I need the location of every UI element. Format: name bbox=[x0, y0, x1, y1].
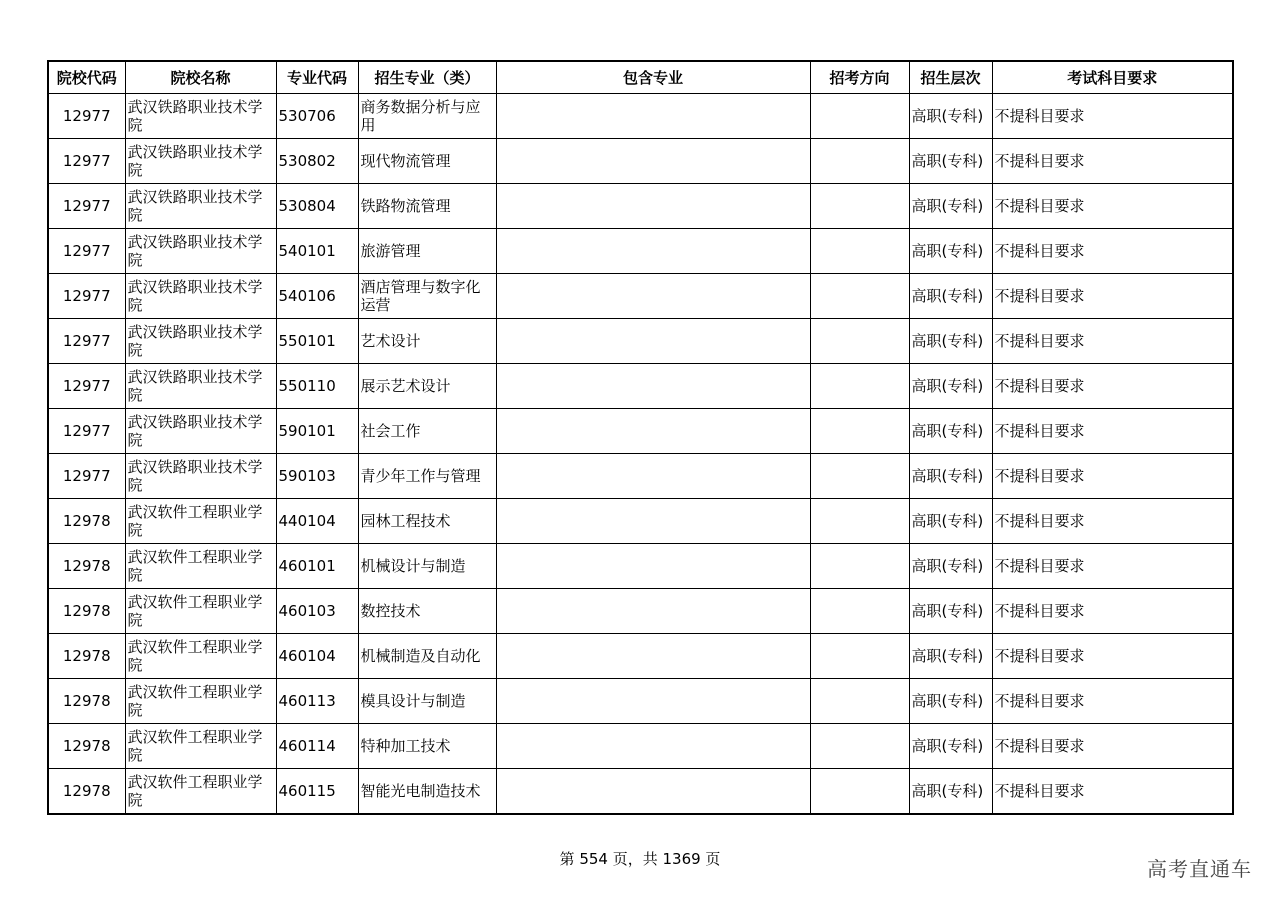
cell-included-majors bbox=[496, 319, 810, 364]
cell-school-code: 12978 bbox=[48, 679, 125, 724]
cell-requirement: 不提科目要求 bbox=[992, 229, 1233, 274]
cell-included-majors bbox=[496, 94, 810, 139]
cell-level: 高职(专科) bbox=[909, 544, 992, 589]
cell-school-name: 武汉铁路职业技术学院 bbox=[125, 454, 276, 499]
cell-school-code: 12977 bbox=[48, 139, 125, 184]
cell-included-majors bbox=[496, 364, 810, 409]
header-included-majors: 包含专业 bbox=[496, 61, 810, 94]
cell-school-code: 12977 bbox=[48, 409, 125, 454]
cell-direction bbox=[810, 94, 909, 139]
cell-major: 旅游管理 bbox=[358, 229, 496, 274]
header-school-code: 院校代码 bbox=[48, 61, 125, 94]
table-body bbox=[48, 94, 1233, 815]
cell-school-name: 武汉铁路职业技术学院 bbox=[125, 409, 276, 454]
cell-school-code: 12977 bbox=[48, 229, 125, 274]
cell-requirement: 不提科目要求 bbox=[992, 274, 1233, 319]
cell-school-code: 12977 bbox=[48, 364, 125, 409]
cell-direction bbox=[810, 454, 909, 499]
cell-school-name: 武汉软件工程职业学院 bbox=[125, 544, 276, 589]
cell-school-code: 12977 bbox=[48, 184, 125, 229]
table-row bbox=[48, 364, 1233, 409]
cell-major: 特种加工技术 bbox=[358, 724, 496, 769]
cell-major-code: 540101 bbox=[276, 229, 358, 274]
cell-school-name: 武汉软件工程职业学院 bbox=[125, 499, 276, 544]
cell-major-code: 590103 bbox=[276, 454, 358, 499]
table-row bbox=[48, 544, 1233, 589]
cell-direction bbox=[810, 589, 909, 634]
cell-school-code: 12977 bbox=[48, 454, 125, 499]
cell-included-majors bbox=[496, 724, 810, 769]
cell-level: 高职(专科) bbox=[909, 589, 992, 634]
cell-school-name: 武汉铁路职业技术学院 bbox=[125, 229, 276, 274]
table-row bbox=[48, 94, 1233, 139]
cell-major: 铁路物流管理 bbox=[358, 184, 496, 229]
table-row bbox=[48, 409, 1233, 454]
table-row bbox=[48, 679, 1233, 724]
cell-school-code: 12978 bbox=[48, 499, 125, 544]
cell-major: 展示艺术设计 bbox=[358, 364, 496, 409]
table-row bbox=[48, 499, 1233, 544]
cell-included-majors bbox=[496, 454, 810, 499]
header-school-name: 院校名称 bbox=[125, 61, 276, 94]
table-row bbox=[48, 769, 1233, 815]
cell-level: 高职(专科) bbox=[909, 724, 992, 769]
cell-level: 高职(专科) bbox=[909, 94, 992, 139]
cell-requirement: 不提科目要求 bbox=[992, 184, 1233, 229]
table-row bbox=[48, 589, 1233, 634]
cell-major-code: 460103 bbox=[276, 589, 358, 634]
cell-school-code: 12978 bbox=[48, 769, 125, 815]
cell-school-code: 12978 bbox=[48, 544, 125, 589]
table-row bbox=[48, 319, 1233, 364]
cell-requirement: 不提科目要求 bbox=[992, 364, 1233, 409]
cell-included-majors bbox=[496, 184, 810, 229]
cell-major-code: 550110 bbox=[276, 364, 358, 409]
cell-school-name: 武汉铁路职业技术学院 bbox=[125, 364, 276, 409]
cell-requirement: 不提科目要求 bbox=[992, 634, 1233, 679]
cell-major: 机械设计与制造 bbox=[358, 544, 496, 589]
cell-direction bbox=[810, 544, 909, 589]
cell-level: 高职(专科) bbox=[909, 364, 992, 409]
table-row bbox=[48, 724, 1233, 769]
table-row bbox=[48, 634, 1233, 679]
cell-direction bbox=[810, 409, 909, 454]
cell-requirement: 不提科目要求 bbox=[992, 544, 1233, 589]
header-level: 招生层次 bbox=[909, 61, 992, 94]
cell-major-code: 460114 bbox=[276, 724, 358, 769]
cell-level: 高职(专科) bbox=[909, 139, 992, 184]
cell-level: 高职(专科) bbox=[909, 274, 992, 319]
watermark: 高考直通车 bbox=[1147, 857, 1252, 881]
header-major-code: 专业代码 bbox=[276, 61, 358, 94]
cell-major: 现代物流管理 bbox=[358, 139, 496, 184]
cell-school-code: 12977 bbox=[48, 319, 125, 364]
cell-school-name: 武汉铁路职业技术学院 bbox=[125, 319, 276, 364]
cell-level: 高职(专科) bbox=[909, 319, 992, 364]
cell-school-code: 12977 bbox=[48, 94, 125, 139]
cell-major: 青少年工作与管理 bbox=[358, 454, 496, 499]
cell-major-code: 530802 bbox=[276, 139, 358, 184]
cell-major-code: 440104 bbox=[276, 499, 358, 544]
cell-school-code: 12978 bbox=[48, 634, 125, 679]
header-major: 招生专业（类） bbox=[358, 61, 496, 94]
cell-major: 酒店管理与数字化运营 bbox=[358, 274, 496, 319]
table-row bbox=[48, 184, 1233, 229]
cell-direction bbox=[810, 724, 909, 769]
cell-requirement: 不提科目要求 bbox=[992, 589, 1233, 634]
table-row bbox=[48, 229, 1233, 274]
cell-major: 机械制造及自动化 bbox=[358, 634, 496, 679]
table-row bbox=[48, 454, 1233, 499]
cell-requirement: 不提科目要求 bbox=[992, 679, 1233, 724]
cell-included-majors bbox=[496, 589, 810, 634]
table-row bbox=[48, 274, 1233, 319]
cell-school-code: 12978 bbox=[48, 589, 125, 634]
cell-requirement: 不提科目要求 bbox=[992, 724, 1233, 769]
cell-major: 商务数据分析与应用 bbox=[358, 94, 496, 139]
cell-included-majors bbox=[496, 229, 810, 274]
cell-included-majors bbox=[496, 769, 810, 815]
cell-requirement: 不提科目要求 bbox=[992, 139, 1233, 184]
table-row bbox=[48, 139, 1233, 184]
cell-direction bbox=[810, 499, 909, 544]
cell-major-code: 460115 bbox=[276, 769, 358, 815]
cell-included-majors bbox=[496, 139, 810, 184]
cell-school-name: 武汉软件工程职业学院 bbox=[125, 769, 276, 815]
cell-included-majors bbox=[496, 499, 810, 544]
cell-school-code: 12977 bbox=[48, 274, 125, 319]
cell-school-name: 武汉软件工程职业学院 bbox=[125, 589, 276, 634]
cell-level: 高职(专科) bbox=[909, 454, 992, 499]
cell-major-code: 530706 bbox=[276, 94, 358, 139]
cell-direction bbox=[810, 274, 909, 319]
cell-included-majors bbox=[496, 679, 810, 724]
cell-major-code: 460101 bbox=[276, 544, 358, 589]
cell-major-code: 460104 bbox=[276, 634, 358, 679]
page-number: 第 554 页，共 1369 页 bbox=[559, 850, 721, 868]
cell-included-majors bbox=[496, 409, 810, 454]
cell-school-name: 武汉铁路职业技术学院 bbox=[125, 94, 276, 139]
cell-included-majors bbox=[496, 274, 810, 319]
cell-major: 模具设计与制造 bbox=[358, 679, 496, 724]
cell-school-name: 武汉铁路职业技术学院 bbox=[125, 184, 276, 229]
cell-level: 高职(专科) bbox=[909, 229, 992, 274]
cell-direction bbox=[810, 319, 909, 364]
cell-level: 高职(专科) bbox=[909, 634, 992, 679]
cell-major: 数控技术 bbox=[358, 589, 496, 634]
cell-school-name: 武汉铁路职业技术学院 bbox=[125, 274, 276, 319]
cell-major-code: 550101 bbox=[276, 319, 358, 364]
cell-direction bbox=[810, 769, 909, 815]
cell-level: 高职(专科) bbox=[909, 769, 992, 815]
cell-requirement: 不提科目要求 bbox=[992, 94, 1233, 139]
cell-major-code: 590101 bbox=[276, 409, 358, 454]
header-requirement: 考试科目要求 bbox=[992, 61, 1233, 94]
cell-requirement: 不提科目要求 bbox=[992, 454, 1233, 499]
cell-school-name: 武汉软件工程职业学院 bbox=[125, 724, 276, 769]
cell-major: 社会工作 bbox=[358, 409, 496, 454]
header-direction: 招考方向 bbox=[810, 61, 909, 94]
cell-major-code: 530804 bbox=[276, 184, 358, 229]
cell-level: 高职(专科) bbox=[909, 184, 992, 229]
cell-school-code: 12978 bbox=[48, 724, 125, 769]
cell-school-name: 武汉软件工程职业学院 bbox=[125, 634, 276, 679]
cell-direction bbox=[810, 679, 909, 724]
cell-major: 智能光电制造技术 bbox=[358, 769, 496, 815]
cell-requirement: 不提科目要求 bbox=[992, 319, 1233, 364]
cell-level: 高职(专科) bbox=[909, 679, 992, 724]
cell-direction bbox=[810, 229, 909, 274]
cell-requirement: 不提科目要求 bbox=[992, 769, 1233, 815]
cell-requirement: 不提科目要求 bbox=[992, 499, 1233, 544]
cell-major: 艺术设计 bbox=[358, 319, 496, 364]
cell-direction bbox=[810, 184, 909, 229]
header-row bbox=[48, 61, 1233, 94]
cell-school-name: 武汉软件工程职业学院 bbox=[125, 679, 276, 724]
cell-direction bbox=[810, 634, 909, 679]
cell-major-code: 460113 bbox=[276, 679, 358, 724]
admissions-table bbox=[47, 60, 1234, 815]
cell-direction bbox=[810, 364, 909, 409]
cell-level: 高职(专科) bbox=[909, 409, 992, 454]
cell-included-majors bbox=[496, 634, 810, 679]
cell-included-majors bbox=[496, 544, 810, 589]
cell-major: 园林工程技术 bbox=[358, 499, 496, 544]
cell-major-code: 540106 bbox=[276, 274, 358, 319]
cell-school-name: 武汉铁路职业技术学院 bbox=[125, 139, 276, 184]
cell-level: 高职(专科) bbox=[909, 499, 992, 544]
cell-requirement: 不提科目要求 bbox=[992, 409, 1233, 454]
cell-direction bbox=[810, 139, 909, 184]
